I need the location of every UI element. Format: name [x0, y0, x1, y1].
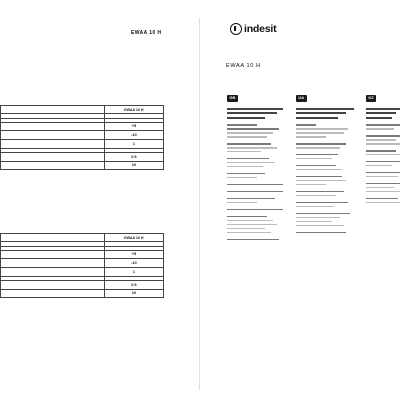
right-page — [200, 0, 400, 400]
language-badge: UA — [296, 95, 307, 102]
table-cell: -10 — [104, 259, 163, 268]
spec-table-1 — [0, 105, 164, 170]
body-text-block — [227, 108, 285, 240]
language-column-ua — [296, 86, 356, 386]
table-header-cell: EWAA 10 H — [104, 234, 163, 242]
table-cell — [1, 131, 105, 140]
table-cell — [1, 250, 105, 259]
table-cell — [1, 153, 105, 162]
brand-name: indesit — [244, 23, 277, 35]
model-name: EWAA 10 H — [131, 30, 162, 36]
brand-logo — [230, 23, 276, 35]
power-logo-icon — [230, 23, 242, 35]
table-row — [1, 250, 164, 259]
table-cell — [1, 259, 105, 268]
table-row — [1, 140, 164, 149]
table-cell: 0.5 — [104, 153, 163, 162]
table-header-cell: EWAA 10 H — [104, 106, 163, 114]
table-cell — [1, 161, 105, 170]
language-column-kz — [366, 86, 400, 386]
model-header — [131, 30, 161, 36]
table-cell: -10 — [104, 131, 163, 140]
table-row — [1, 131, 164, 140]
table-row — [1, 268, 164, 277]
table-cell — [1, 140, 105, 149]
table-cell: +5 — [104, 122, 163, 131]
table-cell: 0.5 — [104, 281, 163, 290]
language-badge: GB — [227, 95, 238, 102]
table-cell — [1, 289, 105, 298]
table-row — [1, 281, 164, 290]
models-line: EWAA 10 H — [226, 63, 261, 69]
table-cell: +5 — [104, 250, 163, 259]
table-row — [1, 153, 164, 162]
table-header-row — [1, 234, 164, 242]
table-cell: 1 — [104, 268, 163, 277]
table-cell: 1 — [104, 140, 163, 149]
left-page — [0, 0, 199, 400]
table-row — [1, 289, 164, 298]
table-row — [1, 122, 164, 131]
table-header-cell — [1, 234, 105, 242]
table-cell — [1, 281, 105, 290]
body-text-block — [366, 108, 400, 203]
table-cell — [1, 268, 105, 277]
table-header-row — [1, 106, 164, 114]
table-row — [1, 259, 164, 268]
language-column-gb — [227, 86, 285, 386]
body-text-block — [296, 108, 356, 233]
table-cell: 10 — [104, 161, 163, 170]
table-header-cell — [1, 106, 105, 114]
spec-table-2 — [0, 233, 164, 298]
table-row — [1, 161, 164, 170]
language-badge: KZ — [366, 95, 376, 102]
table-cell — [1, 122, 105, 131]
table-cell: 10 — [104, 289, 163, 298]
